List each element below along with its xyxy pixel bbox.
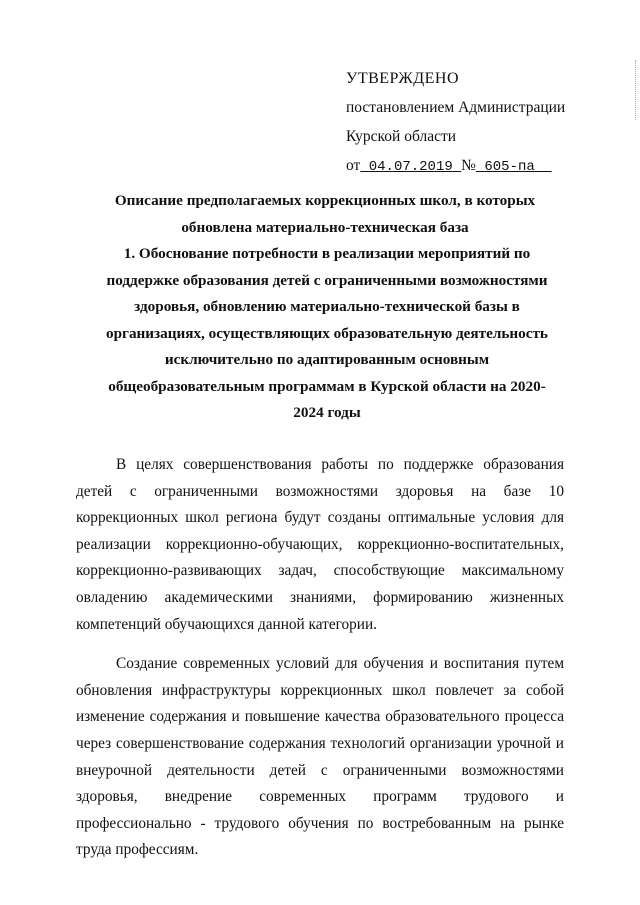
section-heading bbox=[62, 241, 592, 427]
approval-stamp bbox=[346, 64, 565, 182]
section-line: 1. Обоснование потребности в реализации мероприятий по bbox=[123, 245, 531, 262]
approval-line-1: постановлением Администрации bbox=[346, 99, 566, 116]
date-prefix: от bbox=[346, 157, 361, 174]
document-body bbox=[76, 452, 564, 864]
body-paragraph-1: В целях совершенствования работы по поддержке образования детей с ограниченными возможностями здоровья на базе 10 коррекционных школ региона будут созданы оптимальные условия для реализации коррекционно-обучающих, коррекционно-воспитательных, коррекционно-развивающих задач, способствующие максимальному овладению академическими знаниями, формированию жизненных компетенций обучающихся данной категории. bbox=[76, 456, 564, 633]
approval-date-line bbox=[346, 151, 565, 182]
approval-heading: УТВЕРЖДЕНО bbox=[346, 70, 460, 87]
number-prefix: № bbox=[461, 157, 476, 174]
document-title bbox=[60, 188, 590, 241]
section-line: организациях, осуществляющих образовательную деятельность bbox=[106, 324, 548, 342]
approval-line-2: Курской области bbox=[346, 128, 457, 145]
section-line: поддержке образования детей с ограниченными возможностями bbox=[106, 271, 548, 289]
title-line-1: Описание предполагаемых коррекционных школ, в которых bbox=[114, 192, 536, 209]
section-line: здоровья, обновлению материально-технической базы в bbox=[134, 298, 520, 315]
section-line: 2024 годы bbox=[293, 404, 361, 421]
approval-number: 605-па bbox=[484, 159, 535, 175]
scan-edge-marks bbox=[633, 60, 636, 120]
body-paragraph-2: Создание современных условий для обучения и воспитания путем обновления инфраструктуры коррекционных школ повлечет за собой изменение содержания и повышение качества образовательного процесса через совершенствование содержания технологий организации урочной и внеурочной деятельности детей с ограниченными возможностями здоровья, внедрение современных программ трудового и профессионально - трудового обучения по востребованным на рынке труда профессиям. bbox=[76, 655, 564, 859]
title-line-2: обновлена материально-техническая база bbox=[181, 218, 469, 236]
section-line: общеобразовательным программам в Курской области на 2020- bbox=[108, 377, 546, 395]
section-line: исключительно по адаптированным основным bbox=[164, 351, 490, 368]
approval-date: 04.07.2019 bbox=[368, 159, 453, 175]
